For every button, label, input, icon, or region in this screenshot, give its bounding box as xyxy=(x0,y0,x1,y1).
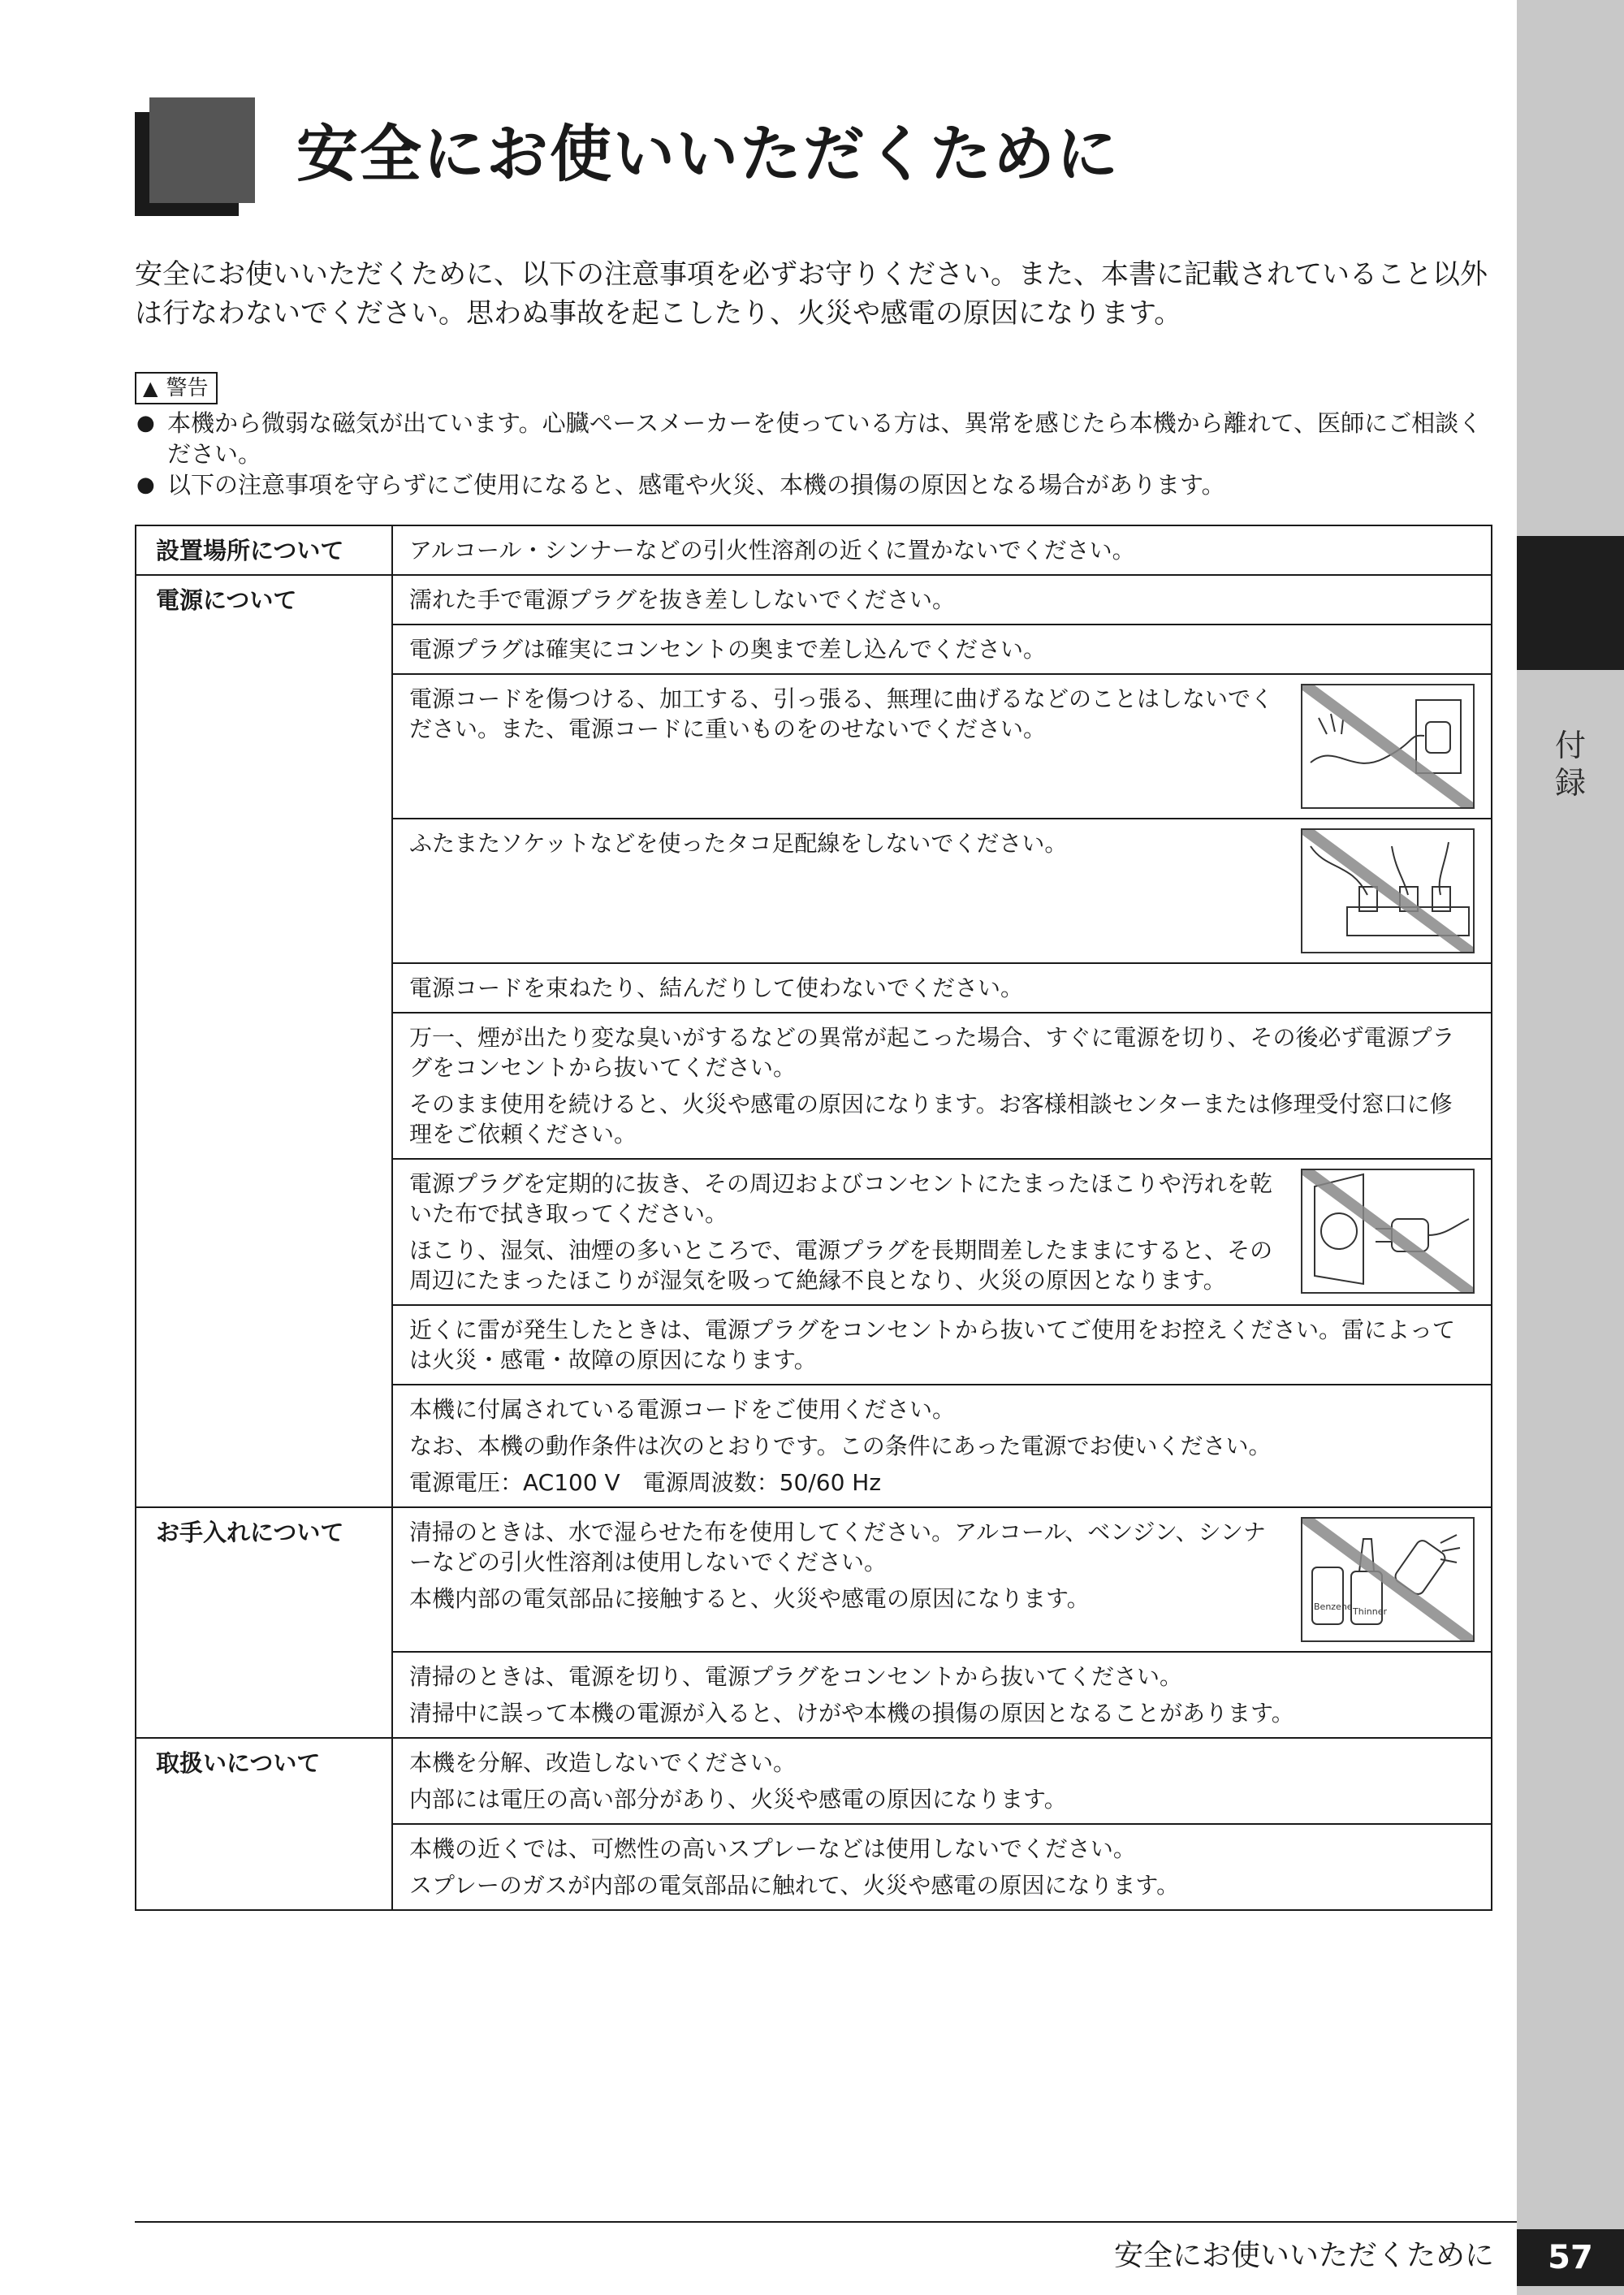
row-line: 濡れた手で電源プラグを抜き差ししないでください。 xyxy=(409,586,956,613)
table-row xyxy=(393,1739,1491,1823)
section-body xyxy=(393,1739,1491,1909)
table-row xyxy=(393,1158,1491,1304)
table-row xyxy=(393,1823,1491,1909)
footer-title: 安全にお使いいただくために xyxy=(1113,2239,1494,2272)
side-tab-marker xyxy=(1517,536,1624,670)
section-header: 電源について xyxy=(136,576,393,1506)
page-title: 安全にお使いいただくために xyxy=(296,118,1120,190)
row-line: 清掃のときは、水で湿らせた布を使用してください。アルコール、ベンジン、シンナーなどの引火性溶剤は使用しないでください。 xyxy=(409,1519,1266,1575)
row-line: なお、本機の動作条件は次のとおりです。この条件にあった電源でお使いください。 xyxy=(409,1433,1272,1459)
row-line: 電源コードを傷つける、加工する、引っ張る、無理に曲げるなどのことはしないでください。また、電源コードに重いものをのせないでください。 xyxy=(409,685,1274,742)
side-tab-strip xyxy=(1517,0,1624,2295)
table-row xyxy=(393,673,1491,818)
damaged-cord-prohibited-icon xyxy=(1301,684,1475,809)
row-text xyxy=(409,1394,1475,1498)
warning-bullet xyxy=(135,408,1499,469)
row-text xyxy=(409,1169,1281,1295)
multiple-plug-prohibited-icon xyxy=(1301,828,1475,953)
row-line: 近くに雷が発生したときは、電源プラグをコンセントから抜いてご使用をお控えください。雷によっては火災・感電・故障の原因になります。 xyxy=(409,1316,1456,1373)
row-text xyxy=(409,973,1475,1003)
section-header: 取扱いについて xyxy=(136,1739,393,1909)
warning-label-text: 警告 xyxy=(166,376,209,400)
row-line: そのまま使用を続けると、火災や感電の原因になります。お客様相談センターまたは修理受付窓口に修理をご依頼ください。 xyxy=(409,1091,1453,1148)
page-number: 57 xyxy=(1517,2229,1624,2286)
table-row xyxy=(393,1508,1491,1651)
dusty-plug-prohibited-icon xyxy=(1301,1169,1475,1294)
row-line: 電源プラグを定期的に抜き、その周辺およびコンセントにたまったほこりや汚れを乾いた布で拭き取ってください。 xyxy=(409,1170,1272,1227)
table-section xyxy=(136,1506,1491,1737)
side-tab-char-2: 録 xyxy=(1554,765,1586,801)
row-line: 本機内部の電気部品に接触すると、火災や感電の原因になります。 xyxy=(409,1585,1090,1612)
row-line: 電源コードを束ねたり、結んだりして使わないでください。 xyxy=(409,975,1024,1001)
row-line: アルコール・シンナーなどの引火性溶剤の近くに置かないでください。 xyxy=(409,537,1135,564)
flammable-solvent-prohibited-icon xyxy=(1301,1517,1475,1642)
row-line: ふたまたソケットなどを使ったタコ足配線をしないでください。 xyxy=(409,830,1068,857)
row-line: 本機を分解、改造しないでください。 xyxy=(409,1749,797,1776)
warning-bullets xyxy=(135,408,1499,500)
bullet-dot-icon: ● xyxy=(136,411,155,435)
row-line: ほこり、湿気、油煙の多いところで、電源プラグを長期間差したままにすると、その周辺にたまったほこりが湿気を吸って絶縁不良となり、火災の原因となります。 xyxy=(409,1237,1273,1294)
row-line: 電源プラグは確実にコンセントの奥まで差し込んでください。 xyxy=(409,636,1047,663)
table-row xyxy=(393,818,1491,962)
table-row xyxy=(393,1304,1491,1384)
row-text xyxy=(409,1834,1475,1900)
row-text xyxy=(409,684,1281,809)
row-text xyxy=(409,1315,1475,1375)
intro-text: 安全にお使いいただくために、以下の注意事項を必ずお守りください。また、本書に記載されていること以外は行なわないでください。思わぬ事故を起こしたり、火災や感電の原因になります。 xyxy=(135,258,1488,330)
footer-rule xyxy=(135,2221,1517,2223)
row-text xyxy=(409,535,1475,565)
table-row xyxy=(393,526,1491,574)
table-row xyxy=(393,962,1491,1012)
table-row xyxy=(393,576,1491,624)
row-line: スプレーのガスが内部の電気部品に触れて、火災や感電の原因になります。 xyxy=(409,1872,1180,1899)
table-row xyxy=(393,1651,1491,1737)
row-line: 清掃のときは、電源を切り、電源プラグをコンセントから抜いてください。 xyxy=(409,1663,1183,1690)
row-text xyxy=(409,828,1281,953)
row-line: 万一、煙が出たり変な臭いがするなどの異常が起こった場合、すぐに電源を切り、その後必ず電源プラグをコンセントから抜いてください。 xyxy=(409,1024,1455,1081)
table-row xyxy=(393,624,1491,673)
section-body xyxy=(393,576,1491,1506)
table-section xyxy=(136,574,1491,1506)
warning-bullet xyxy=(135,469,1499,500)
row-text xyxy=(409,1748,1475,1814)
row-text xyxy=(409,1662,1475,1728)
row-line: 内部には電圧の高い部分があり、火災や感電の原因になります。 xyxy=(409,1786,1067,1813)
pic-label: Benzene xyxy=(1314,1601,1353,1612)
title-mark xyxy=(149,97,255,203)
row-text xyxy=(409,1517,1281,1642)
table-row xyxy=(393,1384,1491,1506)
side-tab-label xyxy=(1517,727,1624,802)
section-body xyxy=(393,1508,1491,1737)
warning-label xyxy=(135,372,218,404)
table-section xyxy=(136,526,1491,574)
warning-triangle-icon: ▲ xyxy=(143,377,158,400)
section-header: お手入れについて xyxy=(136,1508,393,1737)
section-header: 設置場所について xyxy=(136,526,393,574)
row-line: 清掃中に誤って本機の電源が入ると、けがや本機の損傷の原因となることがあります。 xyxy=(409,1700,1294,1727)
row-line: 本機の近くでは、可燃性の高いスプレーなどは使用しないでください。 xyxy=(409,1835,1136,1862)
row-text xyxy=(409,585,1475,615)
row-line: 本機に付属されている電源コードをご使用ください。 xyxy=(409,1396,956,1423)
row-text xyxy=(409,634,1475,664)
pic-label: Thinner xyxy=(1353,1606,1387,1617)
bullet-dot-icon: ● xyxy=(136,473,155,497)
warning-bullet-text: 以下の注意事項を守らずにご使用になると、感電や火災、本機の損傷の原因となる場合があります。 xyxy=(167,471,1225,499)
section-body xyxy=(393,526,1491,574)
row-text xyxy=(409,1022,1475,1149)
row-line: 電源電圧：AC100 V 電源周波数：50/60 Hz xyxy=(409,1469,882,1496)
table-section xyxy=(136,1737,1491,1909)
safety-table xyxy=(135,525,1492,1911)
table-row xyxy=(393,1012,1491,1158)
warning-bullet-text: 本機から微弱な磁気が出ています。心臓ペースメーカーを使っている方は、異常を感じたら本機から離れて、医師にご相談ください。 xyxy=(167,409,1483,468)
side-tab-char-1: 付 xyxy=(1554,728,1586,763)
